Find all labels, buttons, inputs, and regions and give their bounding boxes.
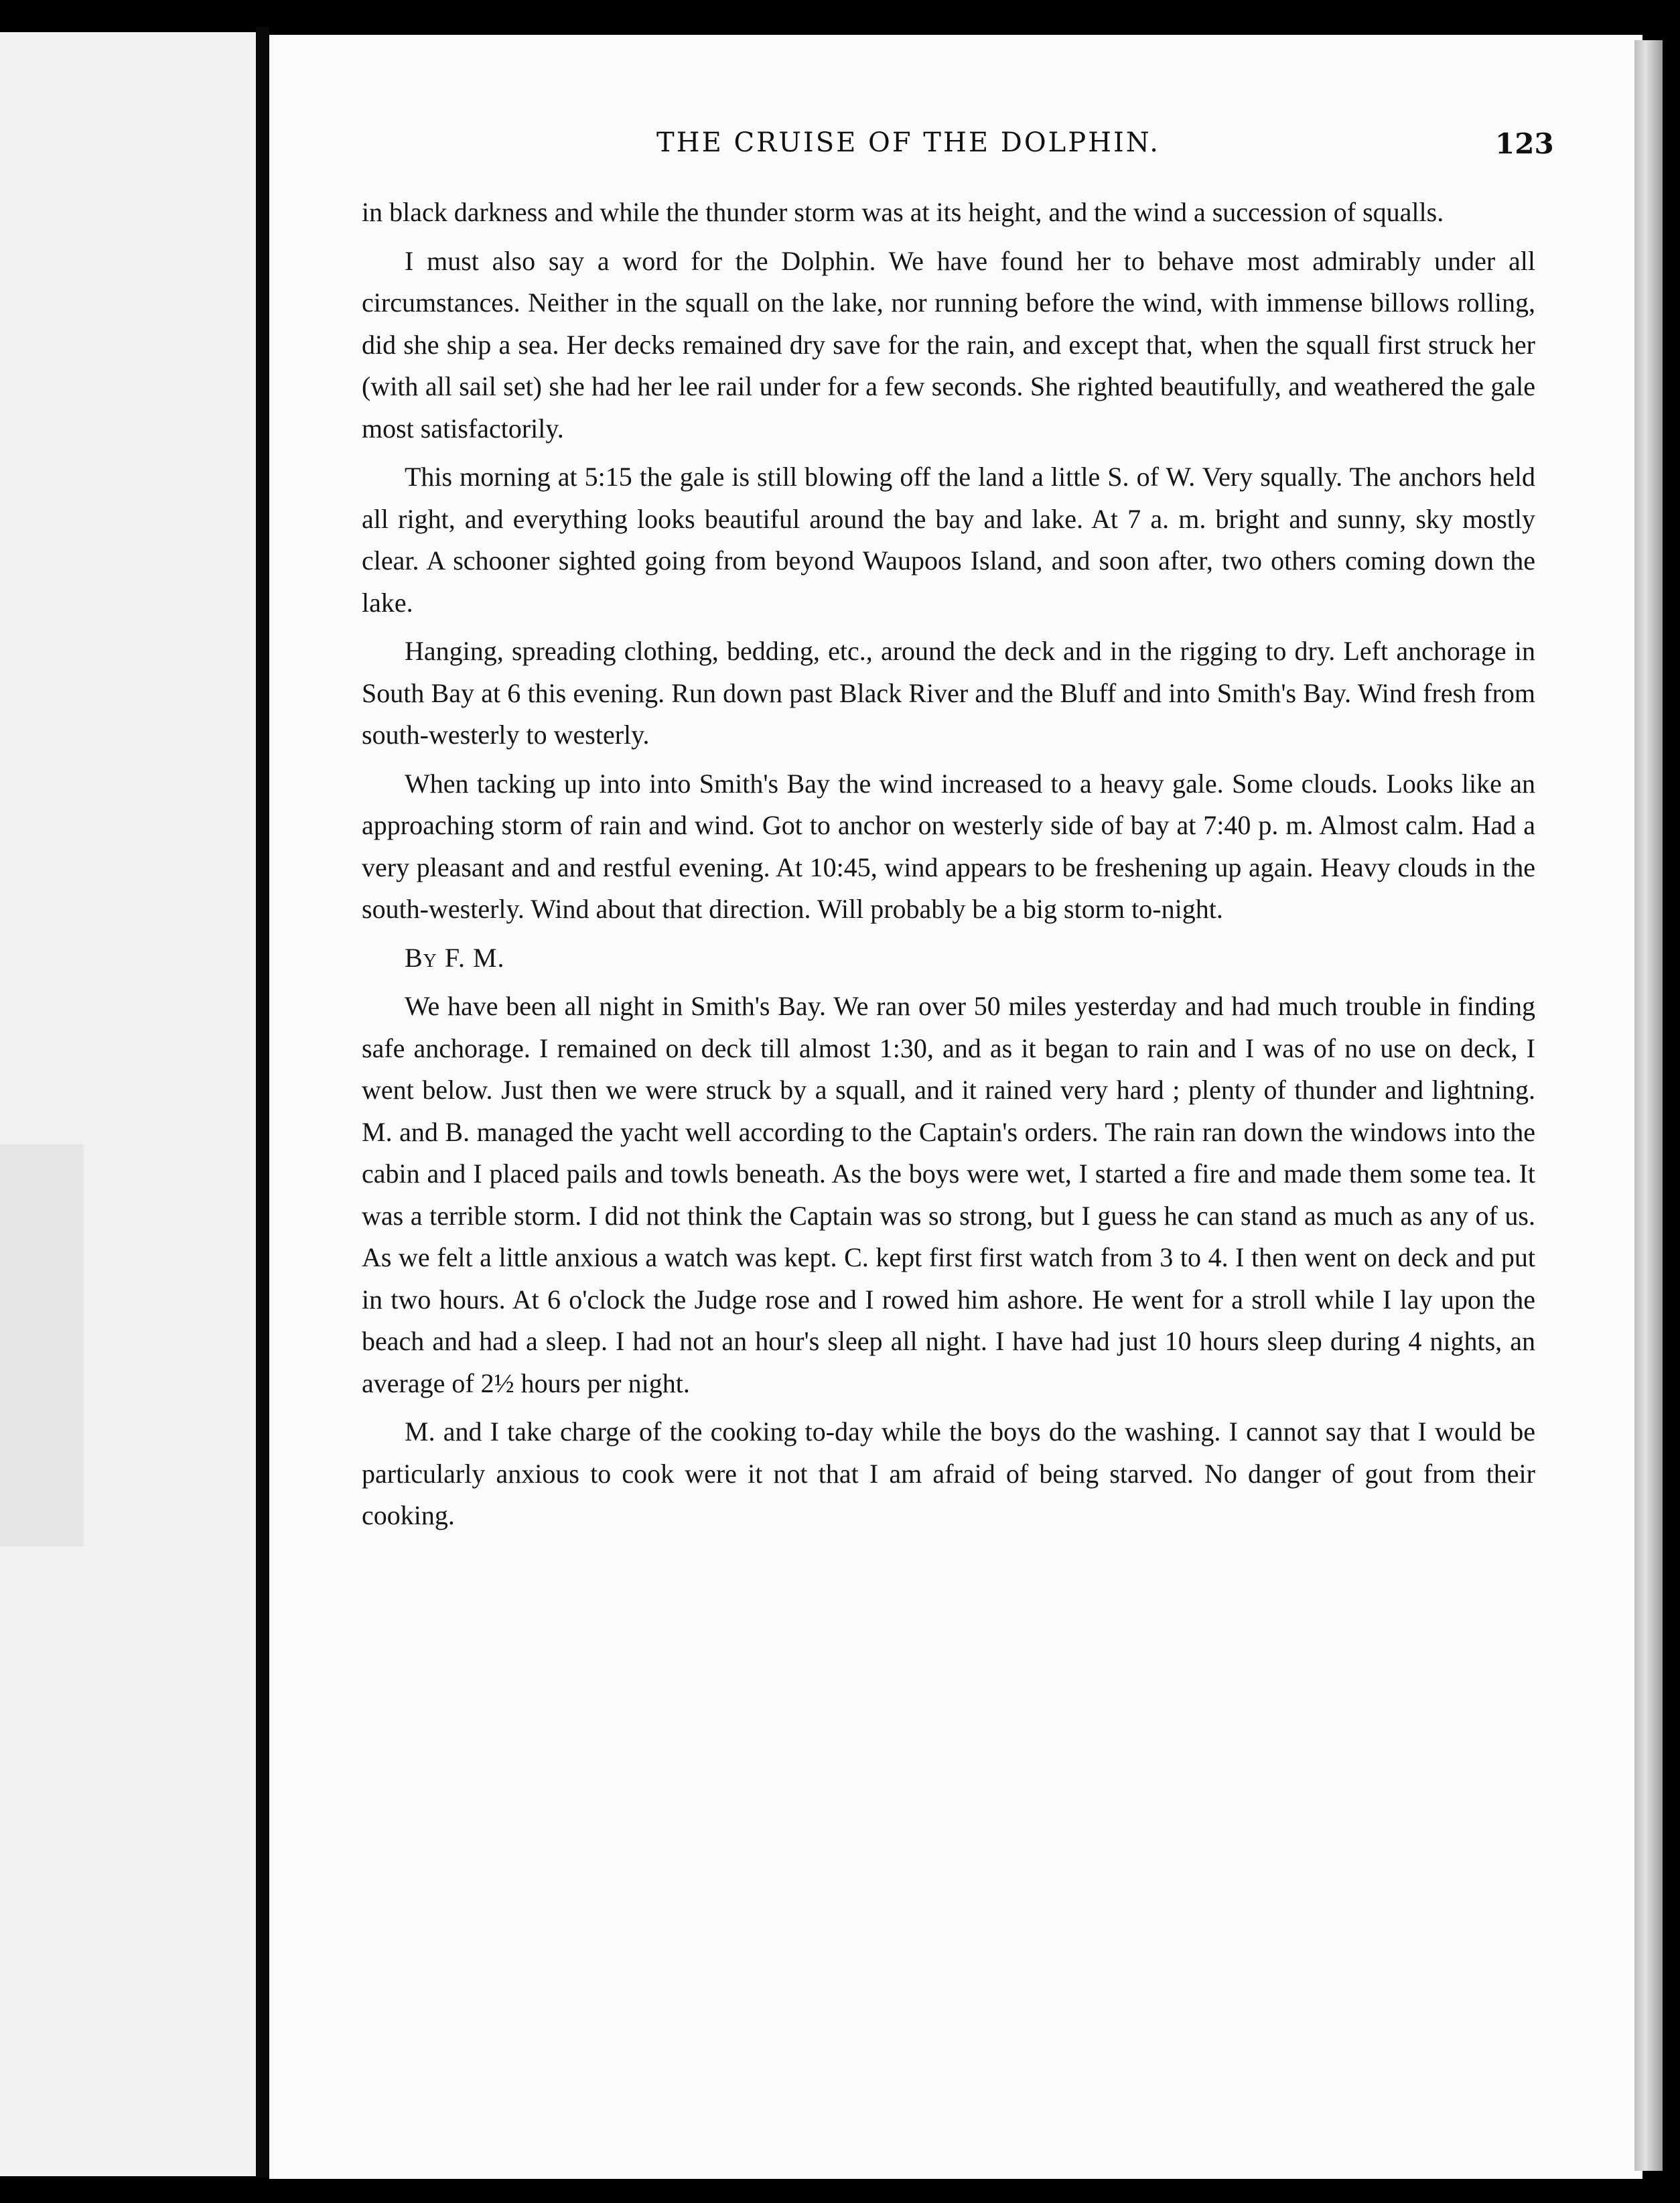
- byline: By F. M.: [405, 942, 505, 973]
- book-gutter: [256, 27, 269, 2178]
- facing-page: [0, 32, 263, 2176]
- paragraph: M. and I take charge of the cooking to-day while the boys do the washing. I cannot say that I would be particularly anxious to cook were it not that I am afraid of being starved. No danger of gout from their cooking.: [362, 1416, 1535, 1530]
- paragraph: We have been all night in Smith's Bay. We ran over 50 miles yesterday and had much trouble in finding safe anchorage. I remained on deck till almost 1:30, and as it began to rain and I was of no use on deck, I went below. Just then we were struck by a squall, and it rained very hard ; plenty of thunder and lightning. M. and B. managed the yacht well according to the Captain's orders. The rain ran down the windows into the cabin and I placed pails and towls beneath. As the boys were wet, I started a fire and made them some tea. It was a terrible storm. I did not think the Captain was so strong, but I guess he can stand as much as any of us. As we felt a little anxious a watch was kept. C. kept first first watch from 3 to 4. I then went on deck and put in two hours. At 6 o'clock the Judge rose and I rowed him ashore. He went for a stroll while I lay upon the beach and had a sleep. I had not an hour's sleep all night. I have had just 10 hours sleep during 4 nights, an average of 2½ hours per night.: [362, 991, 1535, 1398]
- page-number: 123: [1495, 127, 1554, 160]
- page-body: [362, 192, 1535, 1544]
- paragraph: Hanging, spreading clothing, bedding, etc., around the deck and in the rigging to dry. Left anchorage in South Bay at 6 this evening. Run down past Black River and the Bluff and into Smith's Bay. Wind fresh from south-westerly to westerly.: [362, 636, 1535, 750]
- paragraph: This morning at 5:15 the gale is still blowing off the land a little S. of W. Very squally. The anchors held all right, and everything looks beautiful around the bay and lake. At 7 a. m. bright and sunny, sky mostly clear. A schooner sighted going from beyond Waupoos Island, and soon after, two others coming down the lake.: [362, 462, 1535, 618]
- paragraph: in black darkness and while the thunder storm was at its height, and the wind a succession of squalls.: [362, 197, 1444, 227]
- running-title: THE CRUISE OF THE DOLPHIN.: [656, 127, 1160, 158]
- facing-page-shadow: [0, 1144, 84, 1546]
- paragraph: When tacking up into into Smith's Bay the wind increased to a heavy gale. Some clouds. Looks like an approaching storm of rain and wind. Got to anchor on westerly side of bay at 7:40 p. m. Almost calm. Had a very pleasant and and restful evening. At 10:45, wind appears to be freshening up again. Heavy clouds in the south-westerly. Wind about that direction. Will probably be a big storm to-night.: [362, 768, 1535, 924]
- paragraph: I must also say a word for the Dolphin. We have found her to behave most admirably under all circumstances. Neither in the squall on the lake, nor running before the wind, with immense billows rolling, did she ship a sea. Her decks remained dry save for the rain, and except that, when the squall first struck her (with all sail set) she had her lee rail under for a few seconds. She righted beautifully, and weathered the gale most satisfactorily.: [362, 245, 1535, 444]
- page-edge: [1634, 40, 1663, 2171]
